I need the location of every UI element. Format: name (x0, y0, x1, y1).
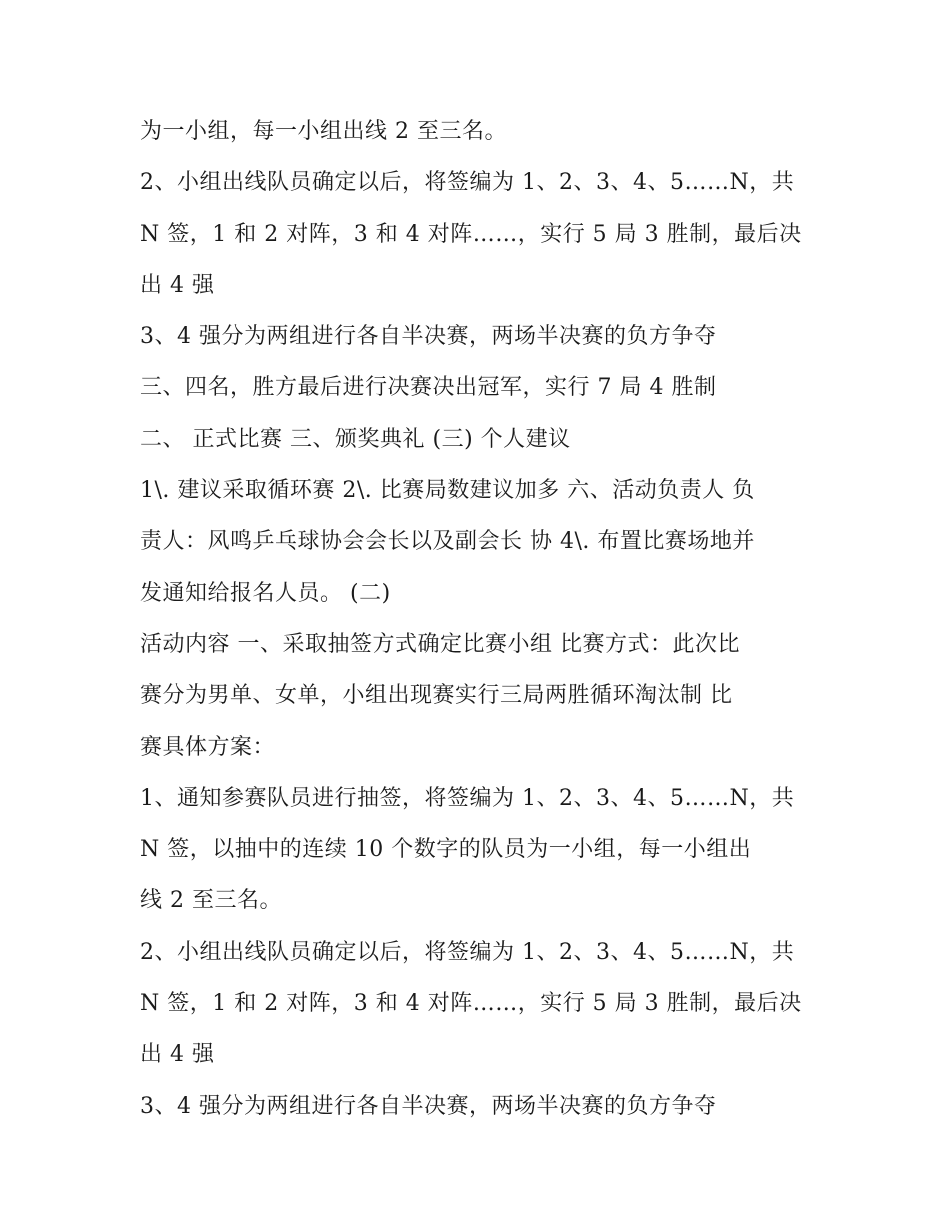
text-line: 2、小组出线队员确定以后，将签编为 1、2、3、4、5……N，共 (140, 939, 795, 965)
text-line: N 签，1 和 2 对阵，3 和 4 对阵……，实行 5 局 3 胜制，最后决 (140, 991, 802, 1017)
text-line: 发通知给报名人员。 (二) (140, 580, 391, 606)
text-line: 出 4 强 (140, 1042, 215, 1068)
document-body (140, 106, 820, 1132)
text-line: 为一小组，每一小组出线 2 至三名。 (140, 119, 507, 144)
text-line: 1\. 建议采取循环赛 2\. 比赛局数建议加多 六、活动负责人 负 (140, 478, 755, 504)
text-line: 1、通知参赛队员进行抽签，将签编为 1、2、3、4、5……N，共 (140, 785, 795, 811)
text-line: N 签，以抽中的连续 10 个数字的队员为一小组，每一小组出 (140, 837, 752, 863)
text-line: 3、4 强分为两组进行各自半决赛，两场半决赛的负方争夺 (140, 324, 717, 350)
text-line: 活动内容 一、采取抽签方式确定比赛小组 比赛方式：此次比 (140, 631, 740, 657)
text-line: N 签，1 和 2 对阵，3 和 4 对阵……，实行 5 局 3 胜制，最后决 (140, 221, 802, 247)
text-line: 线 2 至三名。 (140, 888, 282, 914)
text-line: 出 4 强 (140, 272, 215, 298)
text-line: 赛分为男单、女单，小组出现赛实行三局两胜循环淘汰制 比 (140, 683, 733, 709)
text-line: 二、 正式比赛 三、颁奖典礼 (三) 个人建议 (140, 426, 571, 452)
text-line: 责人：风鸣乒乓球协会会长以及副会长 协 4\. 布置比赛场地并 (140, 529, 755, 555)
text-line: 三、四名，胜方最后进行决赛决出冠军，实行 7 局 4 胜制 (140, 375, 717, 401)
text-line: 2、小组出线队员确定以后，将签编为 1、2、3、4、5……N，共 (140, 170, 795, 196)
text-line: 赛具体方案： (140, 734, 276, 760)
text-line: 3、4 强分为两组进行各自半决赛，两场半决赛的负方争夺 (140, 1093, 717, 1119)
